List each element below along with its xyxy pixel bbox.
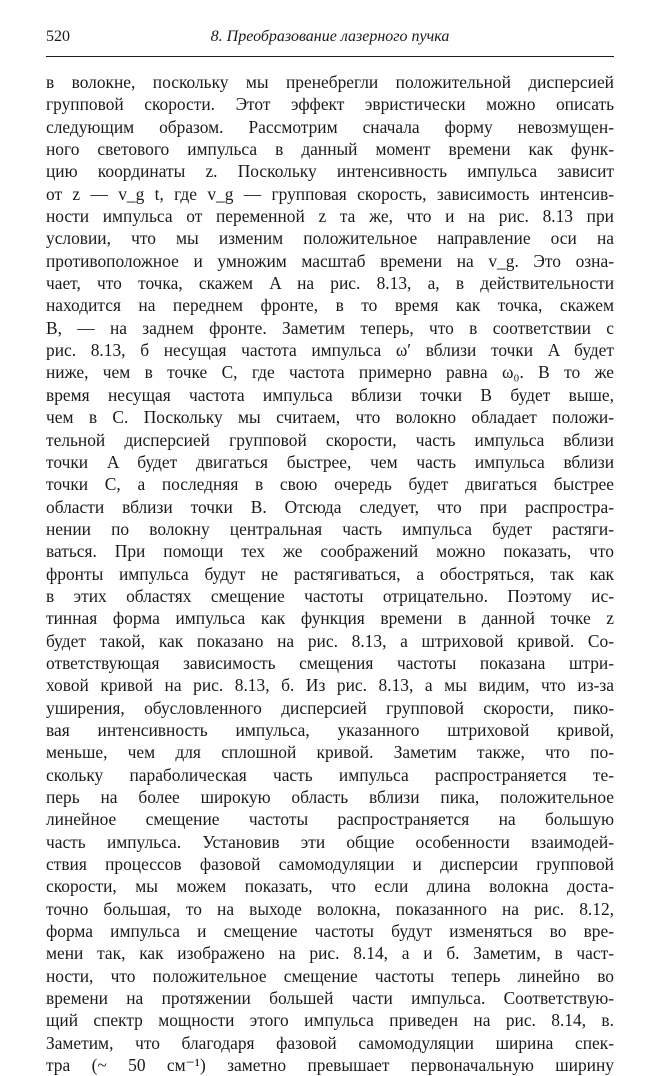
text-line: ваться. При помощи тех же соображений можно показать, что: [46, 541, 614, 562]
text-line: щий спектр мощности этого импульса приведен на рис. 8.14, в.: [46, 1010, 614, 1031]
text-line: уширения, обусловленного дисперсией групповой скорости, пико-: [46, 697, 614, 718]
text-line: находится на переднем фронте, в то время как точка, скажем: [46, 295, 614, 316]
text-line: ответствующая зависимость смещения частоты показана штри-: [46, 652, 614, 673]
text-line: чем в C. Поскольку мы считаем, что волокно обладает положи-: [46, 407, 614, 428]
text-line: форма импульса и смещение частоты будут изменяться во вре-: [46, 921, 614, 942]
text-line: ствия процессов фазовой самомодуляции и дисперсии групповой: [46, 854, 614, 875]
text-line: тельной дисперсией групповой скорости, часть импульса вблизи: [46, 429, 614, 450]
text-line: ного светового импульса в данный момент времени как функ-: [46, 139, 614, 160]
text-line: будет такой, как показано на рис. 8.13, а штриховой кривой. Со-: [46, 630, 614, 651]
text-line: противоположное и умножим масштаб времени на v_g. Это озна-: [46, 250, 614, 271]
text-line: линейное смещение частоты распространяется на большую: [46, 809, 614, 830]
text-line: вая интенсивность импульса, указанного штриховой кривой,: [46, 719, 614, 740]
text-line: нении по волокну центральная часть импульса будет растяги-: [46, 518, 614, 539]
text-line: перь на более широкую область вблизи пика, положительное: [46, 787, 614, 807]
text-line: ниже, чем в точке C, где частота примерно равна ω₀. В то же: [46, 362, 614, 383]
text-line: точно большая, то на выходе волокна, показанного на рис. 8.12,: [46, 898, 614, 919]
text-line: рис. 8.13, б несущая частота импульса ω′ вблизи точки A будет: [46, 340, 614, 361]
text-line: ховой кривой на рис. 8.13, б. Из рис. 8.13, а мы видим, что из-за: [46, 675, 614, 696]
text-line: в этих областях смещение частоты отрицательно. Поэтому ис-: [46, 585, 614, 606]
text-line: области вблизи точки B. Отсюда следует, что при распростра-: [46, 496, 614, 517]
text-line: меньше, чем для сплошной кривой. Заметим также, что по-: [46, 742, 614, 763]
text-line: фронты импульса будут не растягиваться, а обостряться, так как: [46, 563, 614, 584]
header-rule: [46, 56, 614, 57]
text-line: времени на протяжении большей части импульса. Соответствую-: [46, 988, 614, 1009]
text-line: скорости, мы можем показать, что если длина волокна доста-: [46, 876, 614, 897]
text-line: точки A будет двигаться быстрее, чем часть импульса вблизи: [46, 451, 614, 472]
text-line: мени так, как изображено на рис. 8.14, а и б. Заметим, в част-: [46, 943, 614, 964]
page-number: 520: [46, 28, 70, 45]
text-line: тра (~ 50 см⁻¹) заметно превышает первоначальную ширину: [46, 1055, 614, 1076]
text-line: точки C, а последняя в свою очередь будет двигаться быстрее: [46, 474, 614, 495]
text-line: часть импульса. Установив эти общие особенности взаимодей-: [46, 831, 614, 852]
running-title: 8. Преобразование лазерного пучка: [210, 28, 450, 45]
body-text: [46, 71, 614, 1076]
text-line: время несущая частота импульса вблизи точки B будет выше,: [46, 384, 614, 405]
text-line: условии, что мы изменим положительное направление оси на: [46, 228, 614, 249]
text-line: ности, что положительное смещение частоты теперь линейно во: [46, 965, 614, 986]
text-line: групповой скорости. Этот эффект эвристически можно описать: [46, 94, 614, 115]
text-line: ности импульса от переменной z та же, что и на рис. 8.13 при: [46, 206, 614, 227]
text-line: Заметим, что благодаря фазовой самомодуляции ширина спек-: [46, 1032, 614, 1053]
text-line: в волокне, поскольку мы пренебрегли положительной дисперсией: [46, 72, 614, 92]
text-line: B, — на заднем фронте. Заметим теперь, что в соответствии с: [46, 317, 614, 338]
text-line: следующим образом. Рассмотрим сначала форму невозмущен-: [46, 116, 614, 137]
text-line: скольку параболическая часть импульса распространяется те-: [46, 764, 614, 785]
text-line: чает, что точка, скажем A на рис. 8.13, а, в действительности: [46, 273, 614, 294]
text-line: от z — v_g t, где v_g — групповая скорость, зависимость интенсив-: [46, 183, 614, 204]
book-page: [46, 28, 614, 1076]
text-line: цию координаты z. Поскольку интенсивность импульса зависит: [46, 161, 614, 182]
page-header: [46, 28, 614, 52]
text-line: тинная форма импульса как функция времени в данной точке z: [46, 608, 614, 629]
